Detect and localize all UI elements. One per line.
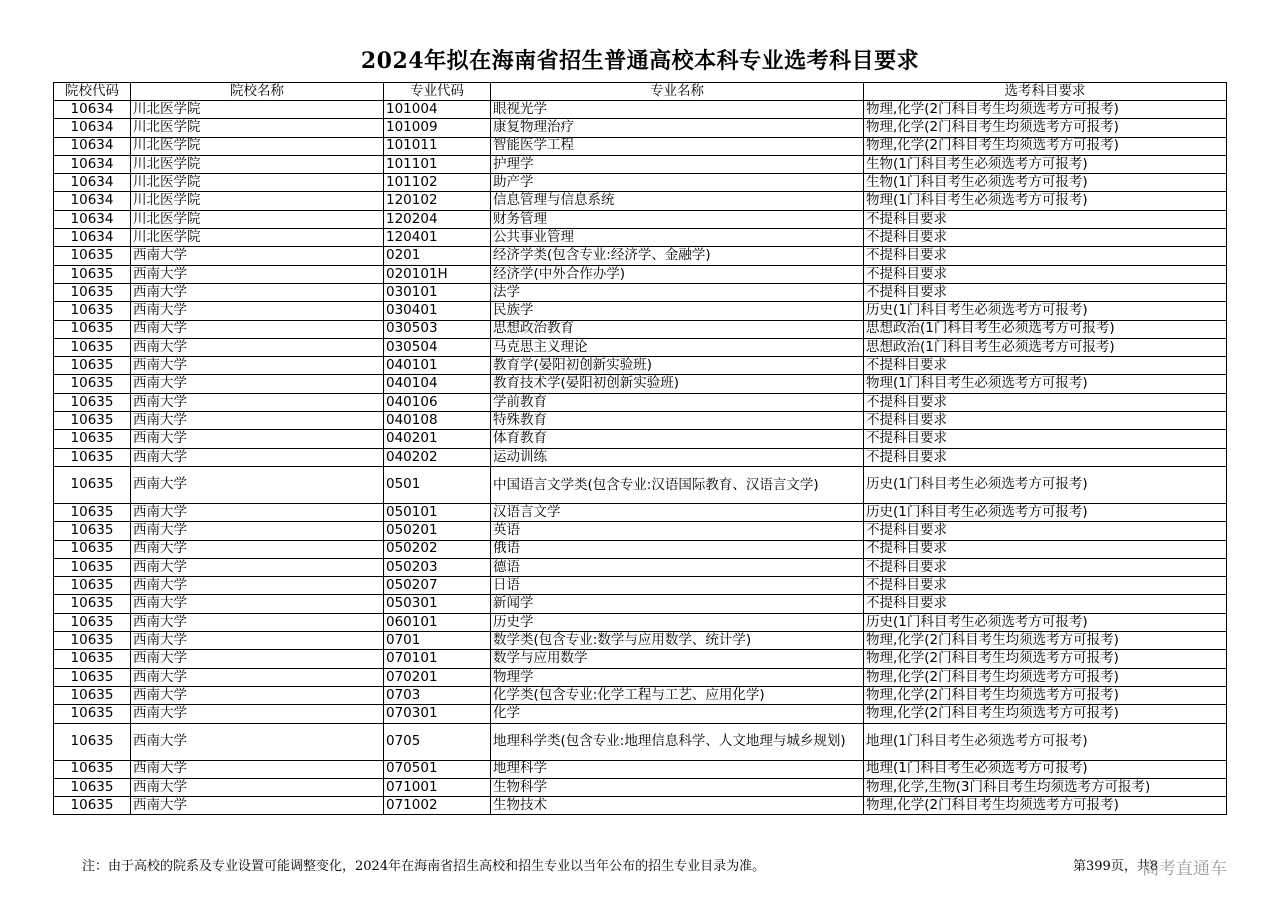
table-row (54, 430, 1227, 448)
major-code-cell: 030504 (384, 338, 491, 356)
table-row (54, 320, 1227, 338)
major-code-cell: 040101 (384, 357, 491, 375)
school-code-cell: 10635 (54, 320, 131, 338)
school-code-cell: 10635 (54, 723, 131, 760)
major-name-cell: 运动训练 (491, 448, 864, 466)
school-code-cell: 10635 (54, 705, 131, 723)
table-row (54, 265, 1227, 283)
table-row (54, 503, 1227, 521)
major-name-cell: 民族学 (491, 302, 864, 320)
requirement-cell: 生物(1门科目考生必须选考方可报考) (864, 155, 1227, 173)
table-row (54, 705, 1227, 723)
header-major-code: 专业代码 (384, 83, 491, 101)
school-code-cell: 10635 (54, 430, 131, 448)
major-name-cell: 特殊教育 (491, 412, 864, 430)
school-code-cell: 10635 (54, 797, 131, 815)
table-row (54, 760, 1227, 778)
school-name-cell: 西南大学 (131, 613, 384, 631)
major-name-cell: 经济学类(包含专业:经济学、金融学) (491, 247, 864, 265)
watermark: 高考直通车 (1142, 859, 1227, 879)
footnote: 注：由于高校的院系及专业设置可能调整变化，2024年在海南省招生高校和招生专业以当年公布的招生专业目录为准。 (82, 859, 766, 874)
requirement-cell: 生物(1门科目考生必须选考方可报考) (864, 174, 1227, 192)
school-name-cell: 西南大学 (131, 778, 384, 796)
major-name-cell: 历史学 (491, 613, 864, 631)
major-name-cell: 公共事业管理 (491, 229, 864, 247)
major-name-cell: 智能医学工程 (491, 137, 864, 155)
school-name-cell: 西南大学 (131, 393, 384, 411)
table-row (54, 577, 1227, 595)
requirement-cell: 物理,化学(2门科目考生均须选考方可报考) (864, 137, 1227, 155)
major-name-cell: 中国语言文学类(包含专业:汉语国际教育、汉语言文学) (491, 466, 864, 503)
major-code-cell: 120102 (384, 192, 491, 210)
school-code-cell: 10635 (54, 448, 131, 466)
school-name-cell: 西南大学 (131, 632, 384, 650)
major-code-cell: 101004 (384, 101, 491, 119)
requirement-cell: 物理,化学(2门科目考生均须选考方可报考) (864, 632, 1227, 650)
requirement-cell: 不提科目要求 (864, 265, 1227, 283)
school-code-cell: 10634 (54, 101, 131, 119)
major-name-cell: 康复物理治疗 (491, 119, 864, 137)
major-name-cell: 数学类(包含专业:数学与应用数学、统计学) (491, 632, 864, 650)
table-row (54, 522, 1227, 540)
school-name-cell: 西南大学 (131, 577, 384, 595)
school-name-cell: 西南大学 (131, 595, 384, 613)
table-row (54, 448, 1227, 466)
major-name-cell: 生物技术 (491, 797, 864, 815)
requirement-cell: 不提科目要求 (864, 522, 1227, 540)
school-code-cell: 10635 (54, 265, 131, 283)
requirement-cell: 物理,化学(2门科目考生均须选考方可报考) (864, 650, 1227, 668)
requirement-cell: 不提科目要求 (864, 595, 1227, 613)
school-name-cell: 西南大学 (131, 540, 384, 558)
requirement-cell: 不提科目要求 (864, 393, 1227, 411)
major-code-cell: 030503 (384, 320, 491, 338)
school-name-cell: 西南大学 (131, 320, 384, 338)
school-code-cell: 10635 (54, 466, 131, 503)
major-name-cell: 数学与应用数学 (491, 650, 864, 668)
school-code-cell: 10635 (54, 632, 131, 650)
school-code-cell: 10634 (54, 155, 131, 173)
requirement-cell: 不提科目要求 (864, 229, 1227, 247)
requirement-cell: 不提科目要求 (864, 558, 1227, 576)
major-name-cell: 财务管理 (491, 210, 864, 228)
major-name-cell: 经济学(中外合作办学) (491, 265, 864, 283)
table-row (54, 302, 1227, 320)
major-code-cell: 0705 (384, 723, 491, 760)
school-code-cell: 10635 (54, 522, 131, 540)
table-row (54, 668, 1227, 686)
major-name-cell: 教育学(晏阳初创新实验班) (491, 357, 864, 375)
major-name-cell: 日语 (491, 577, 864, 595)
major-code-cell: 060101 (384, 613, 491, 631)
major-name-cell: 生物科学 (491, 778, 864, 796)
table-header-row (54, 83, 1227, 101)
requirement-cell: 思想政治(1门科目考生必须选考方可报考) (864, 338, 1227, 356)
school-code-cell: 10635 (54, 503, 131, 521)
requirement-cell: 不提科目要求 (864, 448, 1227, 466)
requirement-cell: 不提科目要求 (864, 430, 1227, 448)
table-row (54, 229, 1227, 247)
table-row (54, 192, 1227, 210)
table-row (54, 174, 1227, 192)
table-row (54, 613, 1227, 631)
school-code-cell: 10634 (54, 137, 131, 155)
major-code-cell: 120401 (384, 229, 491, 247)
major-code-cell: 070101 (384, 650, 491, 668)
requirements-table (53, 82, 1227, 815)
table-row (54, 686, 1227, 704)
school-name-cell: 西南大学 (131, 430, 384, 448)
major-code-cell: 050207 (384, 577, 491, 595)
major-name-cell: 信息管理与信息系统 (491, 192, 864, 210)
table-row (54, 375, 1227, 393)
major-name-cell: 德语 (491, 558, 864, 576)
school-name-cell: 川北医学院 (131, 119, 384, 137)
major-code-cell: 0701 (384, 632, 491, 650)
school-name-cell: 西南大学 (131, 375, 384, 393)
requirement-cell: 物理,化学,生物(3门科目考生均须选考方可报考) (864, 778, 1227, 796)
table-row (54, 101, 1227, 119)
major-name-cell: 地理科学 (491, 760, 864, 778)
requirement-cell: 不提科目要求 (864, 412, 1227, 430)
school-name-cell: 西南大学 (131, 668, 384, 686)
table-row (54, 338, 1227, 356)
requirement-cell: 物理(1门科目考生必须选考方可报考) (864, 375, 1227, 393)
major-code-cell: 070201 (384, 668, 491, 686)
school-code-cell: 10635 (54, 668, 131, 686)
school-code-cell: 10635 (54, 686, 131, 704)
requirement-cell: 地理(1门科目考生必须选考方可报考) (864, 760, 1227, 778)
major-code-cell: 050101 (384, 503, 491, 521)
table-row (54, 247, 1227, 265)
major-code-cell: 030101 (384, 283, 491, 301)
requirement-cell: 历史(1门科目考生必须选考方可报考) (864, 302, 1227, 320)
table-row (54, 412, 1227, 430)
requirement-cell: 物理,化学(2门科目考生均须选考方可报考) (864, 686, 1227, 704)
school-code-cell: 10634 (54, 229, 131, 247)
requirement-cell: 物理,化学(2门科目考生均须选考方可报考) (864, 668, 1227, 686)
school-name-cell: 川北医学院 (131, 174, 384, 192)
page-number: 第399页，共8 (1073, 859, 1159, 874)
school-code-cell: 10635 (54, 393, 131, 411)
requirement-cell: 地理(1门科目考生必须选考方可报考) (864, 723, 1227, 760)
school-name-cell: 西南大学 (131, 797, 384, 815)
school-name-cell: 川北医学院 (131, 155, 384, 173)
school-code-cell: 10635 (54, 283, 131, 301)
major-code-cell: 101101 (384, 155, 491, 173)
table-row (54, 595, 1227, 613)
school-code-cell: 10635 (54, 375, 131, 393)
major-code-cell: 040202 (384, 448, 491, 466)
requirement-cell: 不提科目要求 (864, 540, 1227, 558)
table-row (54, 797, 1227, 815)
school-code-cell: 10635 (54, 760, 131, 778)
school-name-cell: 西南大学 (131, 283, 384, 301)
school-name-cell: 西南大学 (131, 522, 384, 540)
school-code-cell: 10634 (54, 174, 131, 192)
table-row (54, 558, 1227, 576)
school-name-cell: 西南大学 (131, 705, 384, 723)
school-code-cell: 10635 (54, 338, 131, 356)
school-code-cell: 10635 (54, 302, 131, 320)
major-name-cell: 护理学 (491, 155, 864, 173)
table-row (54, 210, 1227, 228)
school-name-cell: 西南大学 (131, 357, 384, 375)
requirement-cell: 物理,化学(2门科目考生均须选考方可报考) (864, 101, 1227, 119)
major-code-cell: 0703 (384, 686, 491, 704)
major-name-cell: 汉语言文学 (491, 503, 864, 521)
major-name-cell: 助产学 (491, 174, 864, 192)
school-code-cell: 10635 (54, 412, 131, 430)
major-name-cell: 眼视光学 (491, 101, 864, 119)
requirement-cell: 物理,化学(2门科目考生均须选考方可报考) (864, 119, 1227, 137)
table-row (54, 283, 1227, 301)
major-name-cell: 新闻学 (491, 595, 864, 613)
table-row (54, 650, 1227, 668)
major-name-cell: 俄语 (491, 540, 864, 558)
table-row (54, 778, 1227, 796)
school-code-cell: 10634 (54, 119, 131, 137)
header-school-code: 院校代码 (54, 83, 131, 101)
major-code-cell: 050301 (384, 595, 491, 613)
major-code-cell: 040104 (384, 375, 491, 393)
school-name-cell: 西南大学 (131, 686, 384, 704)
requirement-cell: 不提科目要求 (864, 210, 1227, 228)
table-row (54, 393, 1227, 411)
school-name-cell: 西南大学 (131, 558, 384, 576)
school-code-cell: 10635 (54, 558, 131, 576)
requirement-cell: 不提科目要求 (864, 247, 1227, 265)
major-code-cell: 0501 (384, 466, 491, 503)
requirement-cell: 历史(1门科目考生必须选考方可报考) (864, 503, 1227, 521)
school-code-cell: 10635 (54, 595, 131, 613)
major-code-cell: 071001 (384, 778, 491, 796)
major-code-cell: 040106 (384, 393, 491, 411)
requirement-cell: 不提科目要求 (864, 283, 1227, 301)
school-name-cell: 西南大学 (131, 247, 384, 265)
major-code-cell: 040108 (384, 412, 491, 430)
school-name-cell: 川北医学院 (131, 137, 384, 155)
school-code-cell: 10634 (54, 210, 131, 228)
requirement-cell: 思想政治(1门科目考生必须选考方可报考) (864, 320, 1227, 338)
major-name-cell: 英语 (491, 522, 864, 540)
school-code-cell: 10635 (54, 247, 131, 265)
requirement-cell: 历史(1门科目考生必须选考方可报考) (864, 466, 1227, 503)
major-name-cell: 学前教育 (491, 393, 864, 411)
table-row (54, 632, 1227, 650)
major-code-cell: 040201 (384, 430, 491, 448)
major-code-cell: 0201 (384, 247, 491, 265)
table-row (54, 155, 1227, 173)
school-name-cell: 西南大学 (131, 448, 384, 466)
document-title: 2024年拟在海南省招生普通高校本科专业选考科目要求 (360, 48, 920, 74)
school-code-cell: 10635 (54, 540, 131, 558)
header-subject-requirement: 选考科目要求 (864, 83, 1227, 101)
major-code-cell: 030401 (384, 302, 491, 320)
school-code-cell: 10635 (54, 778, 131, 796)
requirement-cell: 不提科目要求 (864, 577, 1227, 595)
major-name-cell: 体育教育 (491, 430, 864, 448)
requirement-cell: 不提科目要求 (864, 357, 1227, 375)
school-name-cell: 西南大学 (131, 466, 384, 503)
major-code-cell: 071002 (384, 797, 491, 815)
major-code-cell: 050203 (384, 558, 491, 576)
table-row (54, 137, 1227, 155)
major-code-cell: 050201 (384, 522, 491, 540)
school-code-cell: 10635 (54, 357, 131, 375)
school-code-cell: 10635 (54, 650, 131, 668)
school-name-cell: 西南大学 (131, 302, 384, 320)
school-name-cell: 川北医学院 (131, 210, 384, 228)
requirement-cell: 物理(1门科目考生必须选考方可报考) (864, 192, 1227, 210)
major-name-cell: 教育技术学(晏阳初创新实验班) (491, 375, 864, 393)
school-code-cell: 10635 (54, 577, 131, 595)
school-name-cell: 西南大学 (131, 723, 384, 760)
school-name-cell: 西南大学 (131, 650, 384, 668)
major-code-cell: 101011 (384, 137, 491, 155)
school-name-cell: 西南大学 (131, 760, 384, 778)
school-name-cell: 川北医学院 (131, 101, 384, 119)
school-name-cell: 西南大学 (131, 412, 384, 430)
table-row (54, 357, 1227, 375)
major-name-cell: 马克思主义理论 (491, 338, 864, 356)
school-name-cell: 川北医学院 (131, 192, 384, 210)
header-major-name: 专业名称 (491, 83, 864, 101)
header-school-name: 院校名称 (131, 83, 384, 101)
major-name-cell: 思想政治教育 (491, 320, 864, 338)
major-code-cell: 101102 (384, 174, 491, 192)
table-row (54, 723, 1227, 760)
major-code-cell: 070501 (384, 760, 491, 778)
major-code-cell: 070301 (384, 705, 491, 723)
school-name-cell: 川北医学院 (131, 229, 384, 247)
table-row (54, 466, 1227, 503)
school-code-cell: 10634 (54, 192, 131, 210)
major-name-cell: 化学类(包含专业:化学工程与工艺、应用化学) (491, 686, 864, 704)
major-code-cell: 050202 (384, 540, 491, 558)
requirement-cell: 历史(1门科目考生必须选考方可报考) (864, 613, 1227, 631)
major-code-cell: 020101H (384, 265, 491, 283)
table-row (54, 540, 1227, 558)
major-code-cell: 101009 (384, 119, 491, 137)
requirement-cell: 物理,化学(2门科目考生均须选考方可报考) (864, 705, 1227, 723)
table-body (54, 101, 1227, 815)
major-name-cell: 化学 (491, 705, 864, 723)
school-code-cell: 10635 (54, 613, 131, 631)
major-name-cell: 物理学 (491, 668, 864, 686)
requirement-cell: 物理,化学(2门科目考生均须选考方可报考) (864, 797, 1227, 815)
table-row (54, 119, 1227, 137)
school-name-cell: 西南大学 (131, 265, 384, 283)
major-name-cell: 法学 (491, 283, 864, 301)
major-code-cell: 120204 (384, 210, 491, 228)
school-name-cell: 西南大学 (131, 338, 384, 356)
school-name-cell: 西南大学 (131, 503, 384, 521)
major-name-cell: 地理科学类(包含专业:地理信息科学、人文地理与城乡规划) (491, 723, 864, 760)
